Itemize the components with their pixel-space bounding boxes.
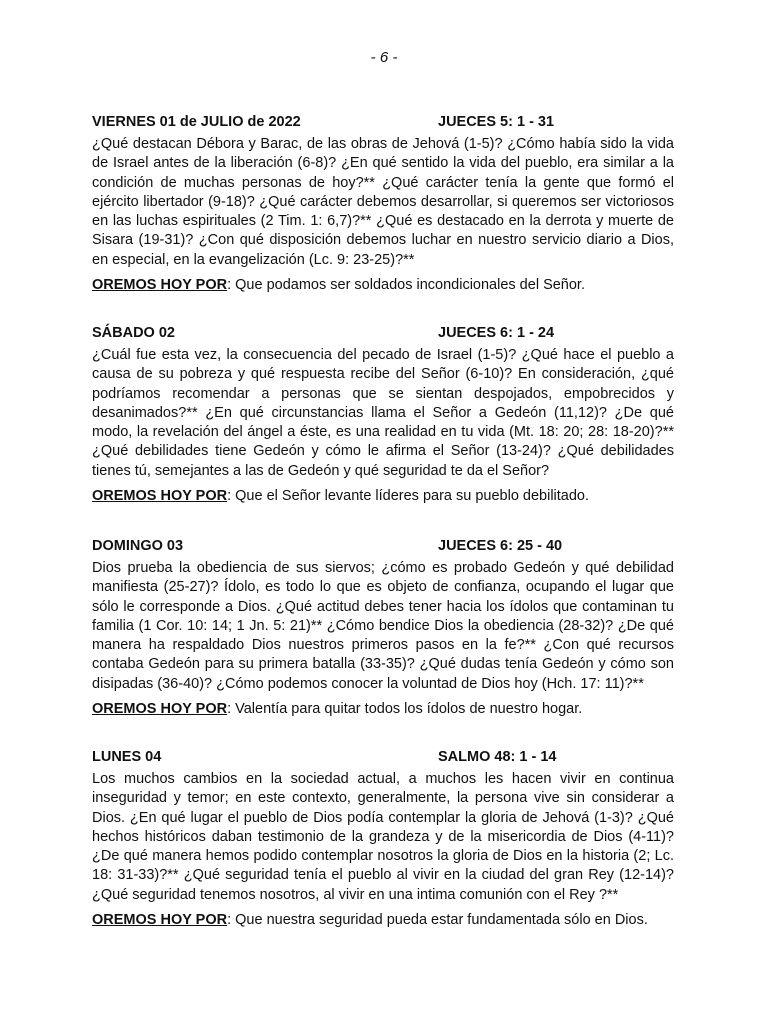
scripture-reference: JUECES 5: 1 - 31 [438, 114, 555, 130]
prayer-text: : Que nuestra seguridad pueda estar fundamentada sólo en Dios. [227, 912, 648, 929]
prayer-label: OREMOS HOY POR [92, 701, 228, 718]
entry-date: VIERNES 01 de JULIO de 2022 [92, 114, 301, 130]
scripture-reference: JUECES 6: 25 - 40 [438, 538, 563, 554]
entry-body: Los muchos cambios en la sociedad actual, a muchos les hacen vivir en continua inseguridad y temor; en este contexto, generalmente, la persona vive sin considerar a Dios. ¿En qué lugar el pueblo de Dios podía contemplar la gloria de Jehová (1-3)? ¿Qué hechos históricos daban testimonio de la grandeza y de la misericordia de Dios (4-11)? ¿De qué manera hemos podido contemplar nosotros la gloria de Dios en la historia (2; Lc. 18: 31-33)?** ¿Qué seguridad tenía el pueblo al vivir en la ciudad del gran Rey (12-14)? ¿Qué seguridad tenemos nosotros, al vivir en una intima comunión con el Rey ?** [92, 771, 674, 903]
scripture-reference: SALMO 48: 1 - 14 [438, 749, 557, 765]
entry-date: LUNES 04 [92, 749, 162, 765]
devotional-entry-saturday [92, 323, 674, 506]
prayer-label: OREMOS HOY POR [92, 912, 228, 929]
entry-body: Dios prueba la obediencia de sus siervos; ¿cómo es probado Gedeón y qué debilidad manifiesta (25-27)? Ídolo, es todo lo que es objeto de confianza, ocupando el lugar que sólo le corresponde a Dios. ¿Qué actitud debes tener hacia los ídolos que contaminan tu familia (1 Cor. 10: 14; 1 Jn. 5: 21)** ¿Cómo bendice Dios la obediencia (28-32)? ¿De qué manera ha respaldado Dios nuestros primeros pasos en la fe?** ¿Con qué recursos contaba Gedeón para su primera batalla (33-35)? ¿Qué dudas tenía Gedeón y cómo son disipadas (36-40)? ¿Cómo podemos conocer la voluntad de Dios hoy (Hch. 17: 11)?** [92, 560, 674, 692]
prayer-label: OREMOS HOY POR [92, 488, 228, 505]
scripture-reference: JUECES 6: 1 - 24 [438, 325, 555, 341]
prayer-text: : Que el Señor levante líderes para su pueblo debilitado. [227, 488, 590, 505]
entry-body: ¿Qué destacan Débora y Barac, de las obras de Jehová (1-5)? ¿Cómo había sido la vida de Israel antes de la liberación (6-8)? ¿En qué sentido la vida del pueblo, era similar a la condición de muchas personas de hoy?** ¿Qué carácter tenía la gente que formó el ejército libertador (9-18)? ¿Qué carácter debemos desarrollar, si queremos ser victoriosos en las luchas espirituales (2 Tim. 1: 6,7)?** ¿Qué es destacado en la derrota y muerte de Sisara (19-31)? ¿Con qué disposición debemos luchar en nuestro servicio diario a Dios, en especial, en la evangelización (Lc. 9: 23-25)?** [92, 136, 674, 268]
page-number: - 6 - [370, 49, 398, 66]
entry-header [92, 747, 674, 767]
prayer-line [92, 276, 674, 295]
entry-date: SÁBADO 02 [92, 325, 175, 341]
entry-header [92, 323, 674, 343]
entry-date: DOMINGO 03 [92, 538, 184, 554]
entry-header [92, 112, 674, 132]
devotional-entry-sunday [92, 536, 674, 719]
prayer-text: : Valentía para quitar todos los ídolos de nuestro hogar. [227, 701, 583, 718]
prayer-line [92, 911, 674, 930]
entry-header [92, 536, 674, 556]
prayer-line [92, 487, 674, 506]
devotional-entry-monday [92, 747, 674, 930]
entry-body: ¿Cuál fue esta vez, la consecuencia del pecado de Israel (1-5)? ¿Qué hace el pueblo a causa de su pobreza y qué respuesta recibe del Señor (6-10)? En consideración, ¿qué podríamos recomendar a personas que se sientan despojados, empobrecidos y desanimados?** ¿En qué circunstancias llama el Señor a Gedeón (11,12)? ¿De qué modo, la revelación del ángel a éste, es una realidad en tu vida (Mt. 18: 20; 28: 18-20)?** ¿Qué debilidades tiene Gedeón y cómo le afirma el Señor (13-24)? ¿Qué debilidades tienes tú, semejantes a las de Gedeón y qué seguridad te da el Señor? [92, 347, 674, 479]
prayer-label: OREMOS HOY POR [92, 277, 228, 294]
devotional-entry-friday [92, 112, 674, 295]
prayer-text: : Que podamos ser soldados incondicionales del Señor. [227, 277, 585, 294]
prayer-line [92, 700, 674, 719]
